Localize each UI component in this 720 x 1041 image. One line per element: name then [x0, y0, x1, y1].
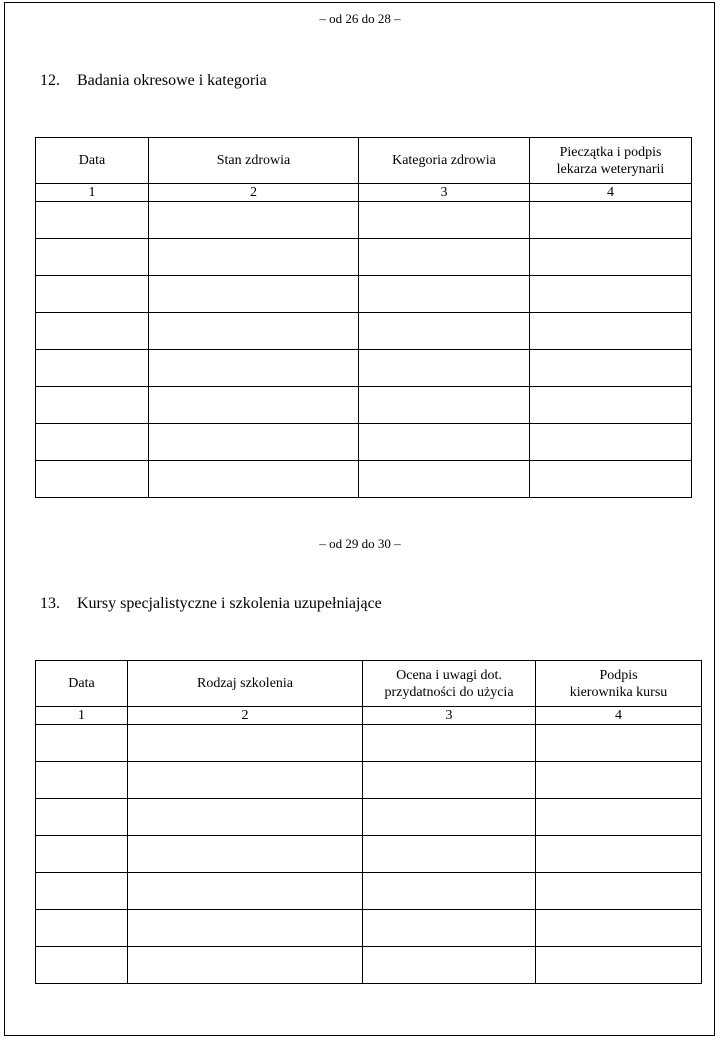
table-cell[interactable]: [530, 239, 692, 276]
table-header-row: [36, 661, 702, 707]
column-number: 1: [36, 707, 128, 725]
table-row: [36, 313, 692, 350]
table-cell[interactable]: [36, 387, 149, 424]
table-cell[interactable]: [36, 461, 149, 498]
table-cell[interactable]: [359, 461, 530, 498]
table-cell[interactable]: [36, 836, 128, 873]
header-pieczatka-podpis: Pieczątka i podpis lekarza weterynarii: [530, 138, 692, 184]
table-cell[interactable]: [36, 910, 128, 947]
header-stan-zdrowia: Stan zdrowia: [149, 138, 359, 184]
table-cell[interactable]: [363, 762, 536, 799]
table-cell[interactable]: [359, 202, 530, 239]
table-cell[interactable]: [536, 947, 702, 984]
table-cell[interactable]: [363, 947, 536, 984]
section-13-title: Kursy specjalistyczne i szkolenia uzupełniające: [77, 595, 382, 612]
table-row: [36, 947, 702, 984]
training-courses-table: [35, 660, 702, 984]
section-12-heading: [40, 72, 267, 90]
table-cell[interactable]: [36, 350, 149, 387]
table-cell[interactable]: [149, 313, 359, 350]
column-number: 2: [149, 184, 359, 202]
table-cell[interactable]: [359, 313, 530, 350]
table-cell[interactable]: [530, 313, 692, 350]
table-row: [36, 424, 692, 461]
column-number-row: [36, 707, 702, 725]
header-kategoria-zdrowia: Kategoria zdrowia: [359, 138, 530, 184]
table-cell[interactable]: [363, 873, 536, 910]
table-row: [36, 836, 702, 873]
table-cell[interactable]: [149, 424, 359, 461]
table-cell[interactable]: [128, 762, 363, 799]
table-row: [36, 461, 692, 498]
table-cell[interactable]: [128, 836, 363, 873]
table-header-row: [36, 138, 692, 184]
table-cell[interactable]: [36, 873, 128, 910]
table-cell[interactable]: [536, 799, 702, 836]
table-cell[interactable]: [149, 202, 359, 239]
table-cell[interactable]: [530, 350, 692, 387]
page-range-label-2: – od 29 do 30 –: [319, 536, 401, 551]
column-number: 3: [359, 184, 530, 202]
table-cell[interactable]: [363, 799, 536, 836]
table-cell[interactable]: [36, 947, 128, 984]
periodic-exams-table: [35, 137, 692, 498]
column-number: 3: [363, 707, 536, 725]
header-podpis-kierownika: Podpis kierownika kursu: [536, 661, 702, 707]
section-12-title: Badania okresowe i kategoria: [77, 72, 267, 89]
table-cell[interactable]: [359, 239, 530, 276]
table-row: [36, 202, 692, 239]
table-cell[interactable]: [530, 461, 692, 498]
table-row: [36, 387, 692, 424]
section-12-number: 12.: [40, 72, 60, 89]
column-number-row: [36, 184, 692, 202]
table-cell[interactable]: [128, 725, 363, 762]
table-cell[interactable]: [36, 762, 128, 799]
table-row: [36, 725, 702, 762]
table-cell[interactable]: [128, 873, 363, 910]
header-data: Data: [36, 661, 128, 707]
table-cell[interactable]: [536, 910, 702, 947]
column-number: 2: [128, 707, 363, 725]
table-cell[interactable]: [149, 276, 359, 313]
table-cell[interactable]: [536, 836, 702, 873]
table-row: [36, 239, 692, 276]
table-cell[interactable]: [36, 313, 149, 350]
table-cell[interactable]: [359, 424, 530, 461]
table-cell[interactable]: [36, 424, 149, 461]
table-cell[interactable]: [536, 873, 702, 910]
column-number: 1: [36, 184, 149, 202]
header-rodzaj-szkolenia: Rodzaj szkolenia: [128, 661, 363, 707]
table-cell[interactable]: [128, 799, 363, 836]
header-data: Data: [36, 138, 149, 184]
table-cell[interactable]: [530, 202, 692, 239]
column-number: 4: [530, 184, 692, 202]
table-cell[interactable]: [359, 350, 530, 387]
table-cell[interactable]: [149, 461, 359, 498]
table-cell[interactable]: [149, 239, 359, 276]
table-cell[interactable]: [36, 725, 128, 762]
table-row: [36, 762, 702, 799]
table-cell[interactable]: [36, 276, 149, 313]
column-number: 4: [536, 707, 702, 725]
table-cell[interactable]: [530, 276, 692, 313]
table-cell[interactable]: [36, 799, 128, 836]
table-cell[interactable]: [359, 387, 530, 424]
table-row: [36, 276, 692, 313]
table-cell[interactable]: [530, 387, 692, 424]
table-cell[interactable]: [359, 276, 530, 313]
table-cell[interactable]: [36, 202, 149, 239]
table-cell[interactable]: [363, 910, 536, 947]
table-cell[interactable]: [128, 947, 363, 984]
table-cell[interactable]: [536, 762, 702, 799]
table-cell[interactable]: [149, 350, 359, 387]
table-cell[interactable]: [36, 239, 149, 276]
header-ocena-uwagi: Ocena i uwagi dot. przydatności do użycia: [363, 661, 536, 707]
table-row: [36, 799, 702, 836]
page-range-label-1: – od 26 do 28 –: [319, 11, 401, 26]
table-row: [36, 873, 702, 910]
table-cell[interactable]: [128, 910, 363, 947]
table-cell[interactable]: [363, 836, 536, 873]
table-cell[interactable]: [363, 725, 536, 762]
table-row: [36, 910, 702, 947]
table-cell[interactable]: [530, 424, 692, 461]
table-cell[interactable]: [536, 725, 702, 762]
section-13-number: 13.: [40, 595, 60, 612]
table-cell[interactable]: [149, 387, 359, 424]
section-13-heading: [40, 595, 382, 613]
table-row: [36, 350, 692, 387]
